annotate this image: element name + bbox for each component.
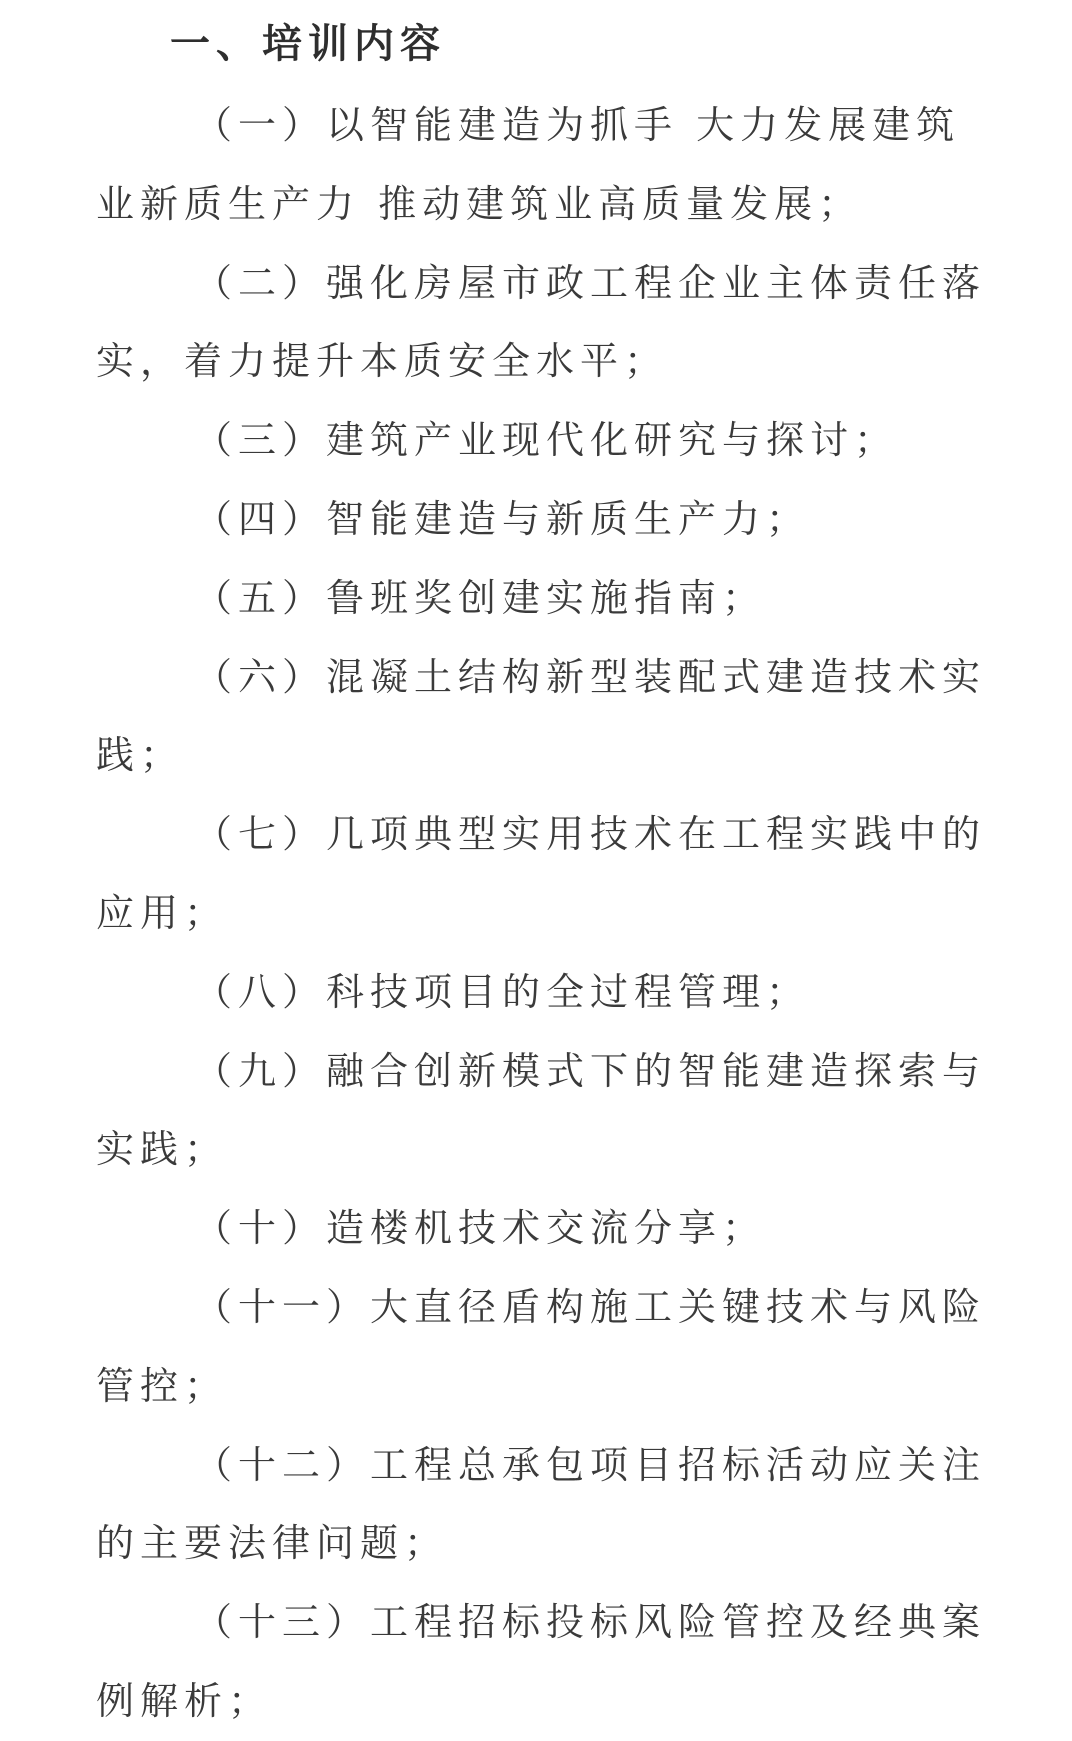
list-item: （十三）工程招标投标风险管控及经典案例解析； [96,1600,987,1723]
list-item: （五）鲁班奖创建实施指南； [194,575,767,620]
list-item: （二）强化房屋市政工程企业主体责任落实，着力提升本质安全水平； [96,260,987,384]
list-item: （七）几项典型实用技术在工程实践中的应用； [96,812,987,935]
list-item: （四）智能建造与新质生产力； [194,496,811,541]
list-item: （三）建筑产业现代化研究与探讨； [194,418,899,463]
list-item: （十一）大直径盾构施工关键技术与风险管控； [96,1284,987,1408]
list-item: （一）以智能建造为抓手 大力发展建筑业新质生产力 推动建筑业高质量发展； [96,103,961,226]
list-item: （十）造楼机技术交流分享； [194,1206,767,1251]
list-item: （八）科技项目的全过程管理； [194,969,811,1014]
training-content-list [96,86,989,1741]
list-item: （九）融合创新模式下的智能建造探索与实践； [96,1048,987,1172]
list-item: （六）混凝土结构新型装配式建造技术实践； [96,654,987,778]
list-item: （十二）工程总承包项目招标活动应关注的主要法律问题； [96,1442,987,1566]
section-heading: 一、培训内容 [170,21,446,67]
